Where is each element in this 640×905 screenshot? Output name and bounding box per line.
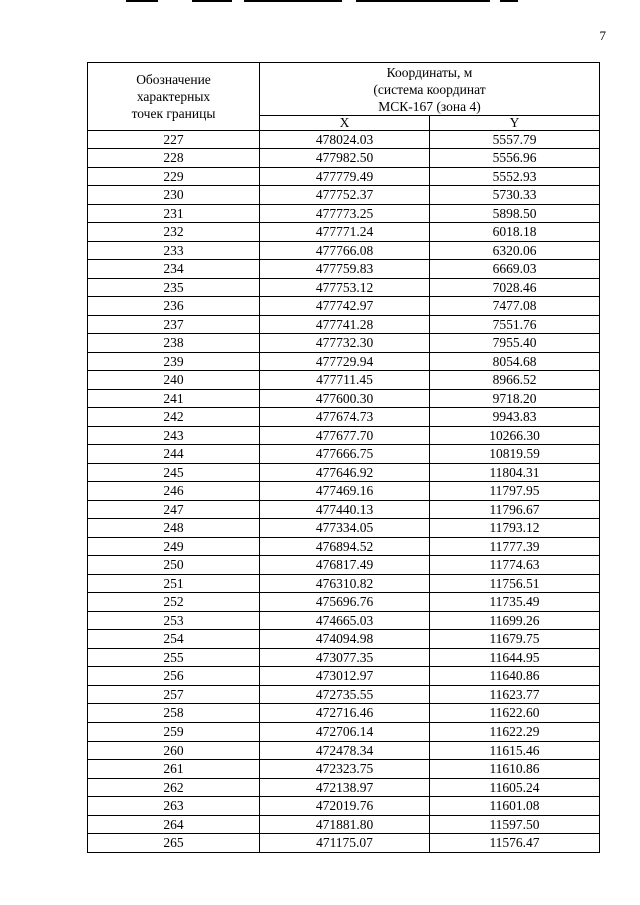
table-row (88, 445, 600, 464)
y-cell: 7477.08 (430, 297, 600, 316)
coords-header: Координаты, м (система координат МСК-167 (зона 4) (260, 63, 600, 116)
table-row (88, 593, 600, 612)
point-cell: 229 (88, 167, 260, 186)
x-cell: 477440.13 (260, 500, 430, 519)
y-cell: 11623.77 (430, 685, 600, 704)
table-body (88, 130, 600, 852)
x-cell: 472019.76 (260, 797, 430, 816)
point-cell: 262 (88, 778, 260, 797)
table-row (88, 556, 600, 575)
top-rule-5 (500, 0, 518, 2)
point-cell: 252 (88, 593, 260, 612)
table-row (88, 667, 600, 686)
table-row (88, 815, 600, 834)
point-cell: 228 (88, 149, 260, 168)
x-cell: 477334.05 (260, 519, 430, 538)
x-cell: 472706.14 (260, 723, 430, 742)
y-cell: 9718.20 (430, 389, 600, 408)
top-rule-4 (356, 0, 490, 2)
y-cell: 8966.52 (430, 371, 600, 390)
x-cell: 477674.73 (260, 408, 430, 427)
x-cell: 477982.50 (260, 149, 430, 168)
point-cell: 237 (88, 315, 260, 334)
y-cell: 10266.30 (430, 426, 600, 445)
table-row (88, 315, 600, 334)
table-row (88, 611, 600, 630)
y-cell: 11601.08 (430, 797, 600, 816)
top-rule-1 (126, 0, 158, 2)
y-cell: 6320.06 (430, 241, 600, 260)
table-row (88, 260, 600, 279)
table-row (88, 241, 600, 260)
x-cell: 472478.34 (260, 741, 430, 760)
y-cell: 9943.83 (430, 408, 600, 427)
x-cell: 477677.70 (260, 426, 430, 445)
x-cell: 473077.35 (260, 648, 430, 667)
table-row (88, 463, 600, 482)
y-cell: 11735.49 (430, 593, 600, 612)
point-cell: 231 (88, 204, 260, 223)
table-row (88, 760, 600, 779)
point-cell: 257 (88, 685, 260, 704)
y-cell: 7028.46 (430, 278, 600, 297)
x-cell: 477732.30 (260, 334, 430, 353)
x-header: X (260, 116, 430, 131)
point-cell: 251 (88, 574, 260, 593)
page-number: 7 (599, 28, 606, 43)
point-cell: 238 (88, 334, 260, 353)
point-cell: 250 (88, 556, 260, 575)
table-row (88, 149, 600, 168)
x-cell: 477666.75 (260, 445, 430, 464)
top-rule-3 (244, 0, 342, 2)
x-cell: 472716.46 (260, 704, 430, 723)
y-cell: 11622.60 (430, 704, 600, 723)
point-cell: 248 (88, 519, 260, 538)
x-cell: 477469.16 (260, 482, 430, 501)
x-cell: 471175.07 (260, 834, 430, 853)
table-row (88, 519, 600, 538)
y-cell: 11622.29 (430, 723, 600, 742)
y-cell: 5898.50 (430, 204, 600, 223)
x-cell: 471881.80 (260, 815, 430, 834)
x-cell: 476817.49 (260, 556, 430, 575)
point-cell: 254 (88, 630, 260, 649)
y-cell: 11640.86 (430, 667, 600, 686)
y-cell: 11605.24 (430, 778, 600, 797)
y-cell: 6018.18 (430, 223, 600, 242)
table-row (88, 371, 600, 390)
y-cell: 10819.59 (430, 445, 600, 464)
x-cell: 477711.45 (260, 371, 430, 390)
y-cell: 11793.12 (430, 519, 600, 538)
table-row (88, 408, 600, 427)
x-cell: 477753.12 (260, 278, 430, 297)
y-cell: 11804.31 (430, 463, 600, 482)
point-cell: 242 (88, 408, 260, 427)
x-cell: 477741.28 (260, 315, 430, 334)
y-cell: 8054.68 (430, 352, 600, 371)
table-row (88, 723, 600, 742)
x-cell: 477759.83 (260, 260, 430, 279)
point-cell: 260 (88, 741, 260, 760)
y-cell: 11644.95 (430, 648, 600, 667)
y-cell: 11615.46 (430, 741, 600, 760)
point-cell: 261 (88, 760, 260, 779)
point-cell: 234 (88, 260, 260, 279)
top-rule-2 (192, 0, 232, 2)
table-row (88, 704, 600, 723)
y-cell: 11797.95 (430, 482, 600, 501)
table-row (88, 278, 600, 297)
y-cell: 7955.40 (430, 334, 600, 353)
table-row (88, 334, 600, 353)
x-cell: 477773.25 (260, 204, 430, 223)
table-row (88, 778, 600, 797)
y-cell: 5556.96 (430, 149, 600, 168)
point-cell: 244 (88, 445, 260, 464)
x-cell: 476310.82 (260, 574, 430, 593)
x-cell: 472735.55 (260, 685, 430, 704)
x-cell: 477771.24 (260, 223, 430, 242)
x-cell: 474094.98 (260, 630, 430, 649)
y-cell: 5552.93 (430, 167, 600, 186)
point-cell: 240 (88, 371, 260, 390)
y-cell: 11576.47 (430, 834, 600, 853)
point-cell: 265 (88, 834, 260, 853)
y-cell: 11796.67 (430, 500, 600, 519)
point-cell: 230 (88, 186, 260, 205)
point-header: Обозначение характерных точек границы (88, 63, 260, 131)
table-row (88, 500, 600, 519)
x-cell: 477646.92 (260, 463, 430, 482)
x-cell: 474665.03 (260, 611, 430, 630)
table-row (88, 223, 600, 242)
x-cell: 478024.03 (260, 130, 430, 149)
table-row (88, 426, 600, 445)
x-cell: 477742.97 (260, 297, 430, 316)
table-row (88, 186, 600, 205)
table-row (88, 167, 600, 186)
table-row (88, 685, 600, 704)
y-cell: 5730.33 (430, 186, 600, 205)
y-cell: 11597.50 (430, 815, 600, 834)
y-cell: 11774.63 (430, 556, 600, 575)
x-cell: 477729.94 (260, 352, 430, 371)
table-row (88, 741, 600, 760)
point-cell: 259 (88, 723, 260, 742)
point-cell: 235 (88, 278, 260, 297)
table-row (88, 389, 600, 408)
point-cell: 241 (88, 389, 260, 408)
table-row (88, 574, 600, 593)
x-cell: 475696.76 (260, 593, 430, 612)
x-cell: 473012.97 (260, 667, 430, 686)
table-row (88, 648, 600, 667)
point-cell: 247 (88, 500, 260, 519)
point-cell: 246 (88, 482, 260, 501)
y-cell: 6669.03 (430, 260, 600, 279)
point-cell: 258 (88, 704, 260, 723)
x-cell: 472323.75 (260, 760, 430, 779)
table-row (88, 537, 600, 556)
y-header: Y (430, 116, 600, 131)
table-row (88, 130, 600, 149)
x-cell: 477779.49 (260, 167, 430, 186)
point-cell: 249 (88, 537, 260, 556)
y-cell: 11679.75 (430, 630, 600, 649)
table-row (88, 297, 600, 316)
point-cell: 243 (88, 426, 260, 445)
point-cell: 233 (88, 241, 260, 260)
table-row (88, 204, 600, 223)
point-cell: 227 (88, 130, 260, 149)
x-cell: 477752.37 (260, 186, 430, 205)
coordinates-table (87, 62, 600, 853)
point-cell: 263 (88, 797, 260, 816)
point-cell: 253 (88, 611, 260, 630)
table-row (88, 352, 600, 371)
x-cell: 472138.97 (260, 778, 430, 797)
x-cell: 477600.30 (260, 389, 430, 408)
y-cell: 11756.51 (430, 574, 600, 593)
y-cell: 11610.86 (430, 760, 600, 779)
table-row (88, 482, 600, 501)
point-cell: 236 (88, 297, 260, 316)
point-cell: 256 (88, 667, 260, 686)
point-cell: 255 (88, 648, 260, 667)
point-cell: 245 (88, 463, 260, 482)
table-row (88, 834, 600, 853)
point-cell: 232 (88, 223, 260, 242)
table-row (88, 797, 600, 816)
x-cell: 476894.52 (260, 537, 430, 556)
point-cell: 264 (88, 815, 260, 834)
y-cell: 11777.39 (430, 537, 600, 556)
y-cell: 11699.26 (430, 611, 600, 630)
point-cell: 239 (88, 352, 260, 371)
y-cell: 5557.79 (430, 130, 600, 149)
table-row (88, 630, 600, 649)
y-cell: 7551.76 (430, 315, 600, 334)
x-cell: 477766.08 (260, 241, 430, 260)
